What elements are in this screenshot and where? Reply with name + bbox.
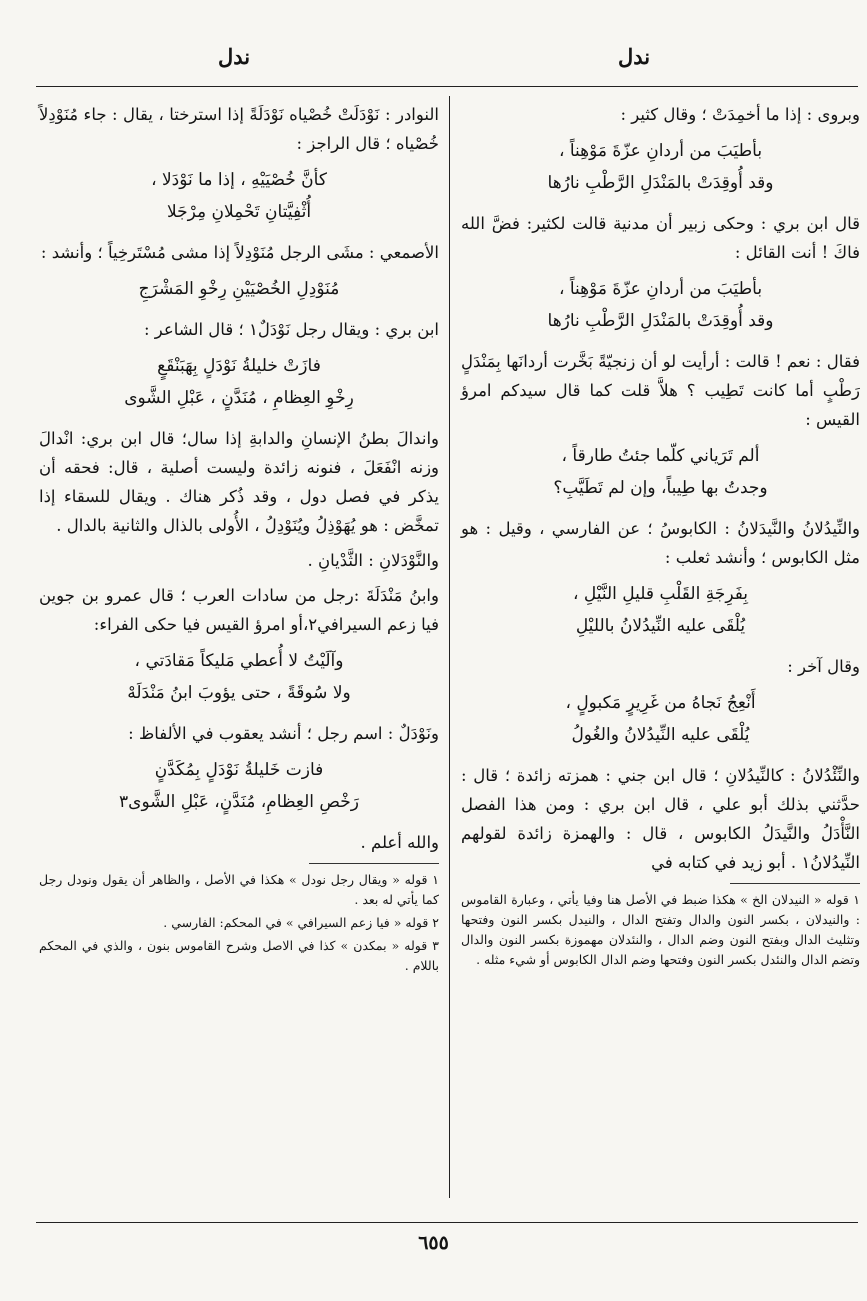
verse-line: وآلَيْتُ لا أُعطي مَليكاً مَقادَتي ،: [134, 651, 344, 671]
paragraph: وابنُ مَنْدَلَةَ :رجل من سادات العرب ؛ قال عمرو بن جوين فيا زعم السيرافي٢،أو امرؤ القيس فيا حكى الفراء:: [39, 586, 439, 634]
verse-line: وقد أُوقِدَتْ بالمَنْدَلِ الرَّطْبِ نارُها: [547, 311, 774, 331]
paragraph: والنِّيدُلانُ والنَّيدَلانُ : الكابوسُ ؛ عن الفارسي ، وقيل : هو مثل الكابوس ؛ وأنشد ثعلب :: [461, 519, 860, 567]
page-number: ٦٥٥: [418, 1232, 449, 1254]
column-divider: [449, 96, 450, 1198]
right-column: [461, 100, 860, 973]
footnote: ٣ قوله « بمكدن » كذا في الاصل وشرح القاموس بنون ، والذي في المحكم باللام .: [39, 938, 439, 973]
footnote: ١ قوله « النيدلان الخ » هكذا ضبط في الأصل هنا وفيا يأتي ، وعبارة القاموس : والنيدلان ، بكسر النون والدال وتفتح الدال ، والنيدل بكسر النون وفتحها وتثليث الدال وبفتح النون وضم الدال ، والنئدلان مهموزة بكسر النون والدال وتضم الدال والنئدل بكسر النون وفتحها وضم الدال الكابوس أو شيء مثله .: [461, 892, 860, 967]
verse: [39, 645, 439, 709]
footer-rule: [36, 1222, 858, 1223]
paragraph: وقال آخر :: [787, 657, 860, 676]
verse-line: بِفَرِجَةِ القَلْبِ قليلِ النَّيْلِ ،: [572, 584, 749, 604]
verse-line: أُثْفِيَّتانِ تَحْمِلانِ مِرْجَلا: [166, 202, 312, 222]
paragraph: النوادر : نَوْدَلَتْ خُصْياه نَوْدَلَةً إذا استرختا ، يقال : جاء مُنَوْدِلاً خُصْياه ؛ قال الراجز :: [39, 105, 439, 153]
paragraph: ونَوْدَلٌ : اسم رجل ؛ أنشد يعقوب في الألفاظ :: [128, 724, 439, 743]
footnote: ١ قوله « ويقال رجل نودل » هكذا في الأصل ، والظاهر أن يقول ونودل رجل كما يأتي له بعد .: [39, 872, 439, 907]
footnote-rule: [730, 883, 860, 884]
verse-line: بأطيَبَ من أردانِ عزّةَ مَوْهِناً ،: [558, 279, 763, 299]
verse-line: فازت خَليلةُ نَوْدَلٍ بِمُكَدَّنٍ: [154, 760, 324, 780]
verse: [39, 273, 439, 305]
paragraph: واندالَ بطنُ الإنسانِ والدابةِ إذا سال؛ قال ابن بري: انْدالَ وزنه انْفَعَلَ ، فنونه زائدة وليست أصلية ، قال: فحقه أن يذكر في فصل دول ، وقد ذُكر هناك . ويقال للسقاء إذا تمخَّض : هو يُهَوْذِلُ ويُنَوْدِلُ ، الأُولى بالذال والثانية بالدال .: [39, 429, 439, 535]
paragraph: قال ابن بري : وحكى زبير أن مدنية قالت لكثير: فضَّ الله فاكَ ! أنت القائل :: [461, 214, 860, 262]
paragraph: ابن بري : ويقال رجل نَوْدَلٌ١ ؛ قال الشاعر :: [143, 320, 439, 339]
verse: [461, 440, 860, 504]
verse-line: ولا سُوقَةً ، حتى يؤوبَ ابنُ مَنْدَلَهْ: [127, 683, 351, 703]
verse-line: كأنَّ خُصْيَيْهِ ، إذا ما نَوْدَلا ،: [151, 170, 327, 190]
left-column: [39, 100, 439, 979]
verse-line: ألم تَرَياني كلّما جئتُ طارقاً ،: [561, 446, 760, 466]
running-header-right: ندل: [618, 44, 651, 69]
verse-line: فازَتْ خليلةُ نَوْدَلٍ بِهَبَنْقَعٍ: [157, 356, 321, 376]
verse-line: يُلْقَى عليه النِّيدُلانُ بالليْلِ: [575, 616, 746, 636]
verse-line: مُنَوْدِلِ الخُصْيَيْنِ رِخْوِ المَشْرَجِ: [138, 279, 340, 299]
verse-line: بأطيَبَ من أردانِ عزّةَ مَوْهِناً ،: [558, 141, 763, 161]
running-header-left: ندل: [218, 44, 251, 69]
verse-line: رَخْصِ العِظامِ، مُنَدَّنٍ، عَبْلِ الشَّوى٣: [119, 792, 359, 812]
footnote-rule: [309, 863, 439, 864]
verse: [461, 687, 860, 751]
verse-line: رِخْوِ العِظامِ ، مُنَدَّنٍ ، عَبْلِ الشَّوى: [124, 388, 354, 408]
verse-line: يُلْقَى عليه النِّيدُلانُ والغُولُ: [571, 725, 750, 745]
verse: [39, 754, 439, 818]
verse: [461, 273, 860, 337]
paragraph: فقال : نعم ! قالت : أرأيت لو أن زنجيّةً بَخَّرت أردانَها بِمَنْدَلٍ رَطْبٍ أما كانت تَطِيب ؟ هلاَّ قلت كما قال سيدكم امرؤ القيس :: [461, 352, 860, 429]
verse-line: وجدتُ بها طِيباً، وإن لم تَطَيَّبِ؟: [553, 478, 768, 498]
verse: [39, 350, 439, 414]
paragraph: والنَّوْدَلانِ : الثَّدْيانِ .: [307, 551, 439, 570]
paragraph: الأصمعي : مشَى الرجل مُنَوْدِلاً إذا مشى مُسْتَرخِياً ؛ وأنشد :: [40, 243, 439, 262]
paragraph: والنِّئْدُلانُ : كالنِّيدُلانِ ؛ قال ابن جني : همزته زائدة ؛ قال : حدَّثني بذلك أبو علي ، قال ابن بري : ومن هذا الفصل النَّأْدَلُ والنَّيدَلُ الكابوس ، قال : والهمزة زائدة لقولهم النِّيدُلانُ١ . أبو زيد في كتابه في: [461, 766, 860, 872]
verse: [461, 135, 860, 199]
verse-line: وقد أُوقِدَتْ بالمَنْدَلِ الرَّطْبِ نارُها: [547, 173, 774, 193]
footnote: ٢ قوله « فيا زعم السيرافي » في المحكم: الفارسي .: [163, 915, 439, 930]
paragraph: والله أعلم .: [360, 833, 439, 852]
verse-line: أَنْعِجُ نَجاهُ من غَرِيرٍ مَكبولٍ ،: [565, 693, 756, 713]
header-rule: [36, 86, 858, 87]
verse: [39, 164, 439, 228]
verse: [461, 578, 860, 642]
paragraph: وبروى : إذا ما أخمِدَتْ ؛ وقال كثير :: [620, 105, 860, 124]
